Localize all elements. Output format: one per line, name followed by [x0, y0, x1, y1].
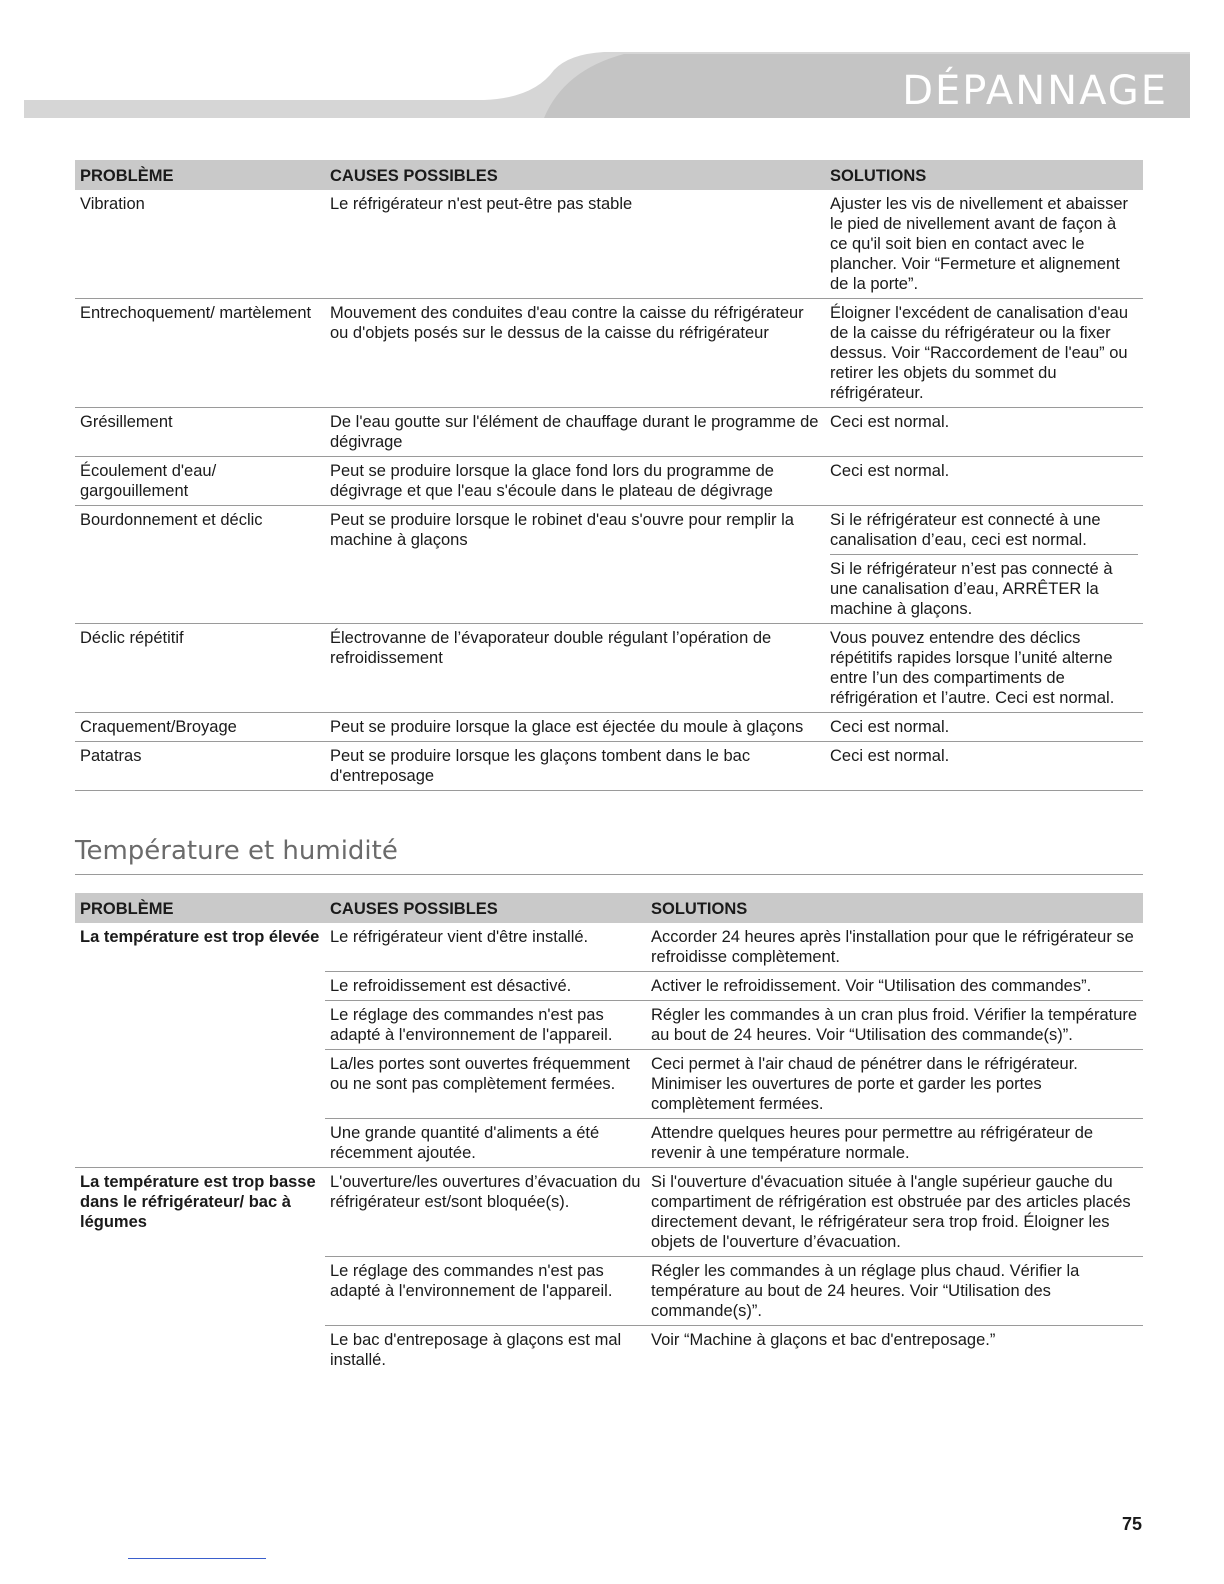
- problem-cell: Patatras: [75, 742, 325, 791]
- table-row: [75, 713, 1143, 742]
- cause-cell: Le refroidissement est désactivé.: [325, 972, 646, 1001]
- cause-cell: Peut se produire lorsque la glace est éjectée du moule à glaçons: [325, 713, 825, 742]
- cause-cell: Électrovanne de l’évaporateur double régulant l’opération de refroidissement: [325, 624, 825, 713]
- bottom-link-underline: [128, 1558, 266, 1559]
- solution-cell: [825, 506, 1143, 624]
- column-header-solutions: SOLUTIONS: [646, 893, 1143, 923]
- solution-cell: Activer le refroidissement. Voir “Utilisation des commandes”.: [646, 972, 1143, 1001]
- table-header-row: [75, 893, 1143, 923]
- solution-cell: Vous pouvez entendre des déclics répétitifs rapides lorsque l’unité alterne entre l’un des compartiments de réfrigération et l’autre. Ceci est normal.: [825, 624, 1143, 713]
- solution-cell: Accorder 24 heures après l'installation pour que le réfrigérateur se refroidisse complètement.: [646, 923, 1143, 972]
- cause-cell: Peut se produire lorsque les glaçons tombent dans le bac d'entreposage: [325, 742, 825, 791]
- problem-cell: La température est trop élevée: [75, 923, 325, 1168]
- problem-cell: La température est trop basse dans le réfrigérateur/ bac à légumes: [80, 1173, 316, 1231]
- cause-cell: Peut se produire lorsque le robinet d'eau s'ouvre pour remplir la machine à glaçons: [325, 506, 825, 624]
- page-number: 75: [1121, 1514, 1142, 1534]
- cause-cell: Le réglage des commandes n'est pas adapté à l'environnement de l'appareil.: [325, 1257, 646, 1326]
- table-row: [75, 1168, 1143, 1257]
- column-header-problem: PROBLÈME: [75, 893, 325, 923]
- header-banner: [24, 50, 1190, 120]
- table-row: [75, 506, 1143, 624]
- solution-cell: Ceci est normal.: [825, 408, 1143, 457]
- section-title: Température et humidité: [75, 836, 398, 866]
- problem-cell: Déclic répétitif: [75, 624, 325, 713]
- solution-cell: Attendre quelques heures pour permettre au réfrigérateur de revenir à une température normale.: [646, 1119, 1143, 1168]
- solution-cell: Ceci permet à l'air chaud de pénétrer dans le réfrigérateur. Minimiser les ouvertures de porte et garder les portes complètement fermées.: [646, 1050, 1143, 1119]
- page-title: DÉPANNAGE: [902, 68, 1168, 114]
- solution-cell: Éloigner l'excédent de canalisation d'eau de la caisse du réfrigérateur ou la fixer dessus. Voir “Raccordement de l'eau” ou retirer les objets du sommet du réfrigérateur.: [825, 299, 1143, 408]
- table-row: [75, 408, 1143, 457]
- table-row: [75, 190, 1143, 299]
- cause-cell: Le réglage des commandes n'est pas adapté à l'environnement de l'appareil.: [325, 1001, 646, 1050]
- cause-cell: Mouvement des conduites d'eau contre la caisse du réfrigérateur ou d'objets posés sur le dessus de la caisse du réfrigérateur: [325, 299, 825, 408]
- solution-cell: Ceci est normal.: [825, 457, 1143, 506]
- column-header-solutions: SOLUTIONS: [825, 160, 1143, 190]
- column-header-causes: CAUSES POSSIBLES: [325, 893, 646, 923]
- problem-cell: Vibration: [75, 190, 325, 299]
- cause-cell: La/les portes sont ouvertes fréquemment ou ne sont pas complètement fermées.: [325, 1050, 646, 1119]
- table-row: [75, 742, 1143, 791]
- problem-cell: Grésillement: [75, 408, 325, 457]
- table-header-row: [75, 160, 1143, 190]
- solution-cell: Ceci est normal.: [825, 713, 1143, 742]
- solution-cell: Régler les commandes à un cran plus froid. Vérifier la température au bout de 24 heures. Voir “Utilisation des commande(s)”.: [646, 1001, 1143, 1050]
- table-row: [75, 923, 1143, 972]
- problem-cell: Craquement/Broyage: [75, 713, 325, 742]
- solution-cell: Ajuster les vis de nivellement et abaisser le pied de nivellement avant de façon à ce qu'il soit bien en contact avec le plancher. Voir “Fermeture et alignement de la porte”.: [825, 190, 1143, 299]
- column-header-causes: CAUSES POSSIBLES: [325, 160, 825, 190]
- problem-cell: Écoulement d'eau/ gargouillement: [75, 457, 325, 506]
- cause-cell: Le réfrigérateur vient d'être installé.: [325, 923, 646, 972]
- solution-cell: Ceci est normal.: [825, 742, 1143, 791]
- table-row: [75, 457, 1143, 506]
- cause-cell: Une grande quantité d'aliments a été récemment ajoutée.: [325, 1119, 646, 1168]
- table-row: [75, 299, 1143, 408]
- temperature-table: [75, 893, 1143, 1374]
- solution-text: Si le réfrigérateur est connecté à une canalisation d’eau, ceci est normal.: [830, 511, 1101, 549]
- cause-cell: De l'eau goutte sur l'élément de chauffage durant le programme de dégivrage: [325, 408, 825, 457]
- cause-cell: Le bac d'entreposage à glaçons est mal installé.: [330, 1331, 622, 1369]
- solution-cell: Si l'ouverture d'évacuation située à l'angle supérieur gauche du compartiment de réfrigération est obstruée par des articles placés directement devant, le réfrigérateur sera trop froid. Éloigner les objets de l'ouverture d’évacuation.: [646, 1168, 1143, 1257]
- noise-table: [75, 160, 1143, 791]
- problem-cell: Bourdonnement et déclic: [75, 506, 325, 624]
- cause-cell: Le réfrigérateur n'est peut-être pas stable: [325, 190, 825, 299]
- table-row: [75, 624, 1143, 713]
- column-header-problem: PROBLÈME: [75, 160, 325, 190]
- cause-cell: L'ouverture/les ouvertures d’évacuation du réfrigérateur est/sont bloquée(s).: [325, 1168, 646, 1257]
- solution-extra-text: Si le réfrigérateur n’est pas connecté à une canalisation d’eau, ARRÊTER la machine à glaçons.: [830, 554, 1138, 619]
- solution-cell: Régler les commandes à un réglage plus chaud. Vérifier la température au bout de 24 heures. Voir “Utilisation des commande(s)”.: [646, 1257, 1143, 1326]
- problem-cell: Entrechoquement/ martèlement: [75, 299, 325, 408]
- section-divider: [75, 874, 1143, 875]
- solution-cell: Voir “Machine à glaçons et bac d'entreposage.”: [651, 1331, 996, 1349]
- cause-cell: Peut se produire lorsque la glace fond lors du programme de dégivrage et que l'eau s'écoule dans le plateau de dégivrage: [325, 457, 825, 506]
